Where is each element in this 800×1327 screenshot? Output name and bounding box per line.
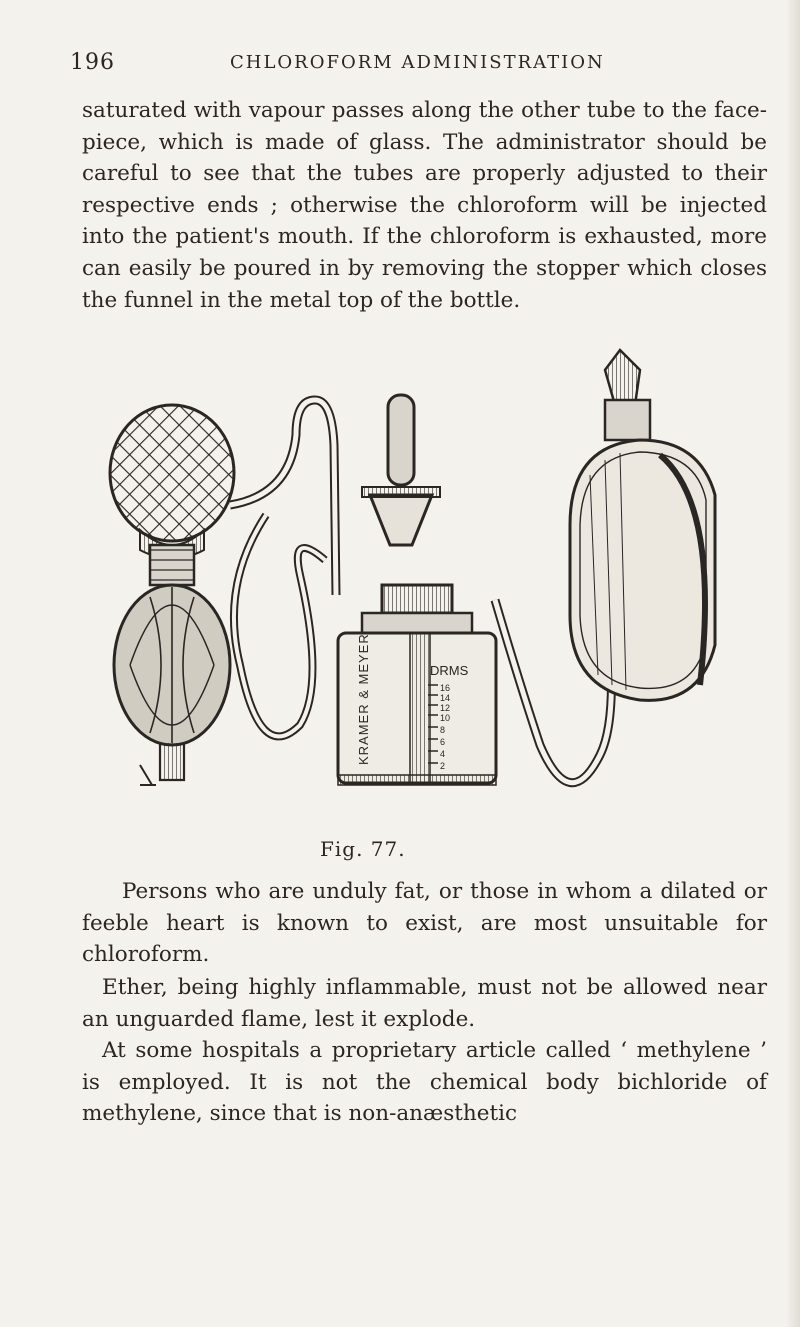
- paragraph-unsuitable-patients: Persons who are unduly fat, or those in whom a dilated or feeble heart is known to exist, are most unsuitable for chloroform.: [82, 879, 767, 968]
- inhaler-illustration: [100, 345, 720, 815]
- scale-mark: 8: [440, 725, 446, 735]
- paragraph-apparatus-description: saturated with vapour passes along the other tube to the face-piece, which is made of glass. The administrator should be careful to see that the tubes are properly adjusted to their respective ends ; otherwise the chloroform will be injected into the patient's mouth. If the chloroform is exhausted, more can easily be poured in by removing the stopper which closes the funnel in the metal top of the bottle.: [82, 98, 767, 313]
- running-head: CHLOROFORM ADMINISTRATION: [230, 52, 605, 73]
- figure-caption: Fig. 77.: [320, 837, 406, 861]
- scale-mark: 2: [440, 761, 446, 771]
- scale-mark: 16: [440, 683, 451, 693]
- scale-mark: 14: [440, 693, 451, 703]
- page-edge-shadow: [786, 0, 800, 1327]
- figure-chloroform-inhaler: [100, 345, 720, 815]
- bottle-maker-label: KRAMER & MEYER: [356, 633, 371, 765]
- scale-mark: 12: [440, 703, 451, 713]
- page-header: [70, 50, 770, 80]
- page-number: 196: [70, 50, 115, 75]
- scale-mark: 10: [440, 713, 451, 723]
- scale-mark: 6: [440, 737, 446, 747]
- scale-heading: DRMS: [430, 663, 469, 678]
- scale-mark: 4: [440, 749, 446, 759]
- netted-reservoir-bag: [110, 405, 234, 585]
- paragraph-methylene: At some hospitals a proprietary article called ‘ methylene ’ is employed. It is not the chemical body bichloride of methylene, since that is non-anæsthetic: [82, 1038, 767, 1127]
- hand-bellows-bulb: [114, 585, 230, 785]
- graduated-glass-bottle: [338, 585, 496, 785]
- glass-face-piece: [570, 350, 715, 700]
- paragraph-ether-warning: Ether, being highly inflammable, must not be allowed near an unguarded flame, lest it explode.: [82, 975, 767, 1032]
- funnel-top: [362, 395, 440, 545]
